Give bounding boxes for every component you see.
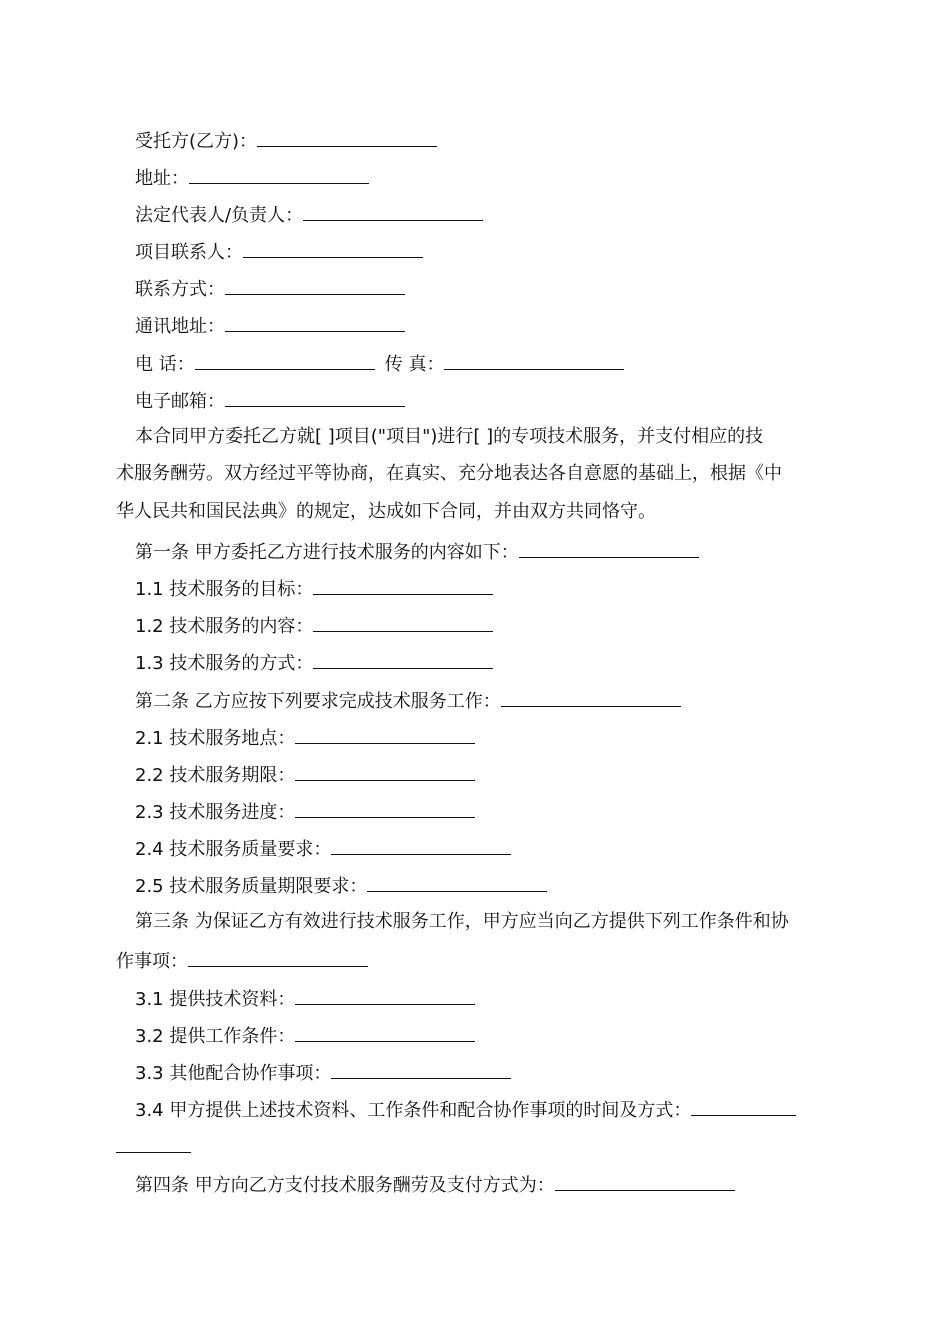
item-2-4-blank[interactable]: [331, 836, 511, 855]
item-2-4-label: 2.4 技术服务质量要求：: [135, 839, 332, 860]
item-2-5-blank[interactable]: [367, 873, 547, 892]
project-contact-label: 项目联系人：: [135, 242, 243, 263]
article-4-blank[interactable]: [555, 1172, 735, 1191]
item-3-2-blank[interactable]: [295, 1023, 475, 1042]
article-1-label: 第一条 甲方委托乙方进行技术服务的内容如下：: [135, 542, 519, 563]
item-3-3-label: 3.3 其他配合协作事项：: [135, 1063, 332, 1084]
contact-method-line: [135, 276, 405, 301]
item-3-1-blank[interactable]: [295, 986, 475, 1005]
article-2-label: 第二条 乙方应按下列要求完成技术服务工作：: [135, 691, 501, 712]
article-2-line: [135, 688, 681, 713]
item-2-1-line: [135, 725, 475, 750]
item-1-3-line: [135, 650, 493, 675]
legal-rep-blank[interactable]: [303, 202, 483, 221]
item-2-5-label: 2.5 技术服务质量期限要求：: [135, 876, 368, 897]
item-3-1-label: 3.1 提供技术资料：: [135, 989, 296, 1010]
legal-rep-line: [135, 202, 483, 227]
mailing-address-label: 通讯地址：: [135, 316, 225, 337]
item-2-3-label: 2.3 技术服务进度：: [135, 802, 296, 823]
article-1-line: [135, 539, 699, 564]
legal-rep-label: 法定代表人/负责人：: [135, 205, 304, 226]
contact-method-blank[interactable]: [225, 276, 405, 295]
preamble-line-3: 华人民共和国民法典》的规定，达成如下合同，并由双方共同恪守。: [116, 501, 656, 522]
fax-label: 传 真：: [384, 354, 445, 375]
item-3-4-blank-a[interactable]: [691, 1097, 796, 1116]
phone-fax-line: [135, 351, 624, 376]
phone-label: 电 话：: [135, 354, 195, 375]
item-3-4-label: 3.4 甲方提供上述技术资料、工作条件和配合协作事项的时间及方式：: [135, 1100, 692, 1121]
article-2-blank[interactable]: [501, 688, 681, 707]
mailing-address-blank[interactable]: [225, 313, 405, 332]
phone-blank[interactable]: [195, 351, 375, 370]
item-3-4-line: [135, 1097, 796, 1122]
mailing-address-line: [135, 313, 405, 338]
item-2-2-line: [135, 762, 475, 787]
trustee-label: 受托方(乙方)：: [135, 131, 258, 152]
item-3-3-blank[interactable]: [331, 1060, 511, 1079]
item-1-3-blank[interactable]: [313, 650, 493, 669]
project-contact-blank[interactable]: [243, 239, 423, 258]
item-2-1-label: 2.1 技术服务地点：: [135, 728, 296, 749]
contact-method-label: 联系方式：: [135, 279, 225, 300]
article-4-line: [135, 1172, 735, 1197]
article-1-blank[interactable]: [519, 539, 699, 558]
article-3-line-1: 第三条 为保证乙方有效进行技术服务工作，甲方应当向乙方提供下列工作条件和协: [135, 911, 789, 932]
item-3-1-line: [135, 986, 475, 1011]
item-1-1-blank[interactable]: [313, 576, 493, 595]
item-3-3-line: [135, 1060, 511, 1085]
address-line: [135, 165, 369, 190]
email-label: 电子邮箱：: [135, 391, 225, 412]
item-1-2-blank[interactable]: [313, 613, 493, 632]
project-contact-line: [135, 239, 423, 264]
article-3-cont-label: 作事项：: [116, 951, 188, 972]
article-3-line-2: [116, 948, 836, 973]
preamble-line-2: 术服务酬劳。双方经过平等协商，在真实、充分地表达各自意愿的基础上，根据《中: [116, 463, 782, 484]
article-3-blank[interactable]: [188, 948, 368, 967]
item-2-2-blank[interactable]: [295, 762, 475, 781]
item-3-4-blank-b[interactable]: [116, 1134, 191, 1153]
trustee-line: [135, 128, 437, 153]
item-3-2-label: 3.2 提供工作条件：: [135, 1026, 296, 1047]
item-1-2-label: 1.2 技术服务的内容：: [135, 616, 314, 637]
address-label: 地址：: [135, 168, 189, 189]
preamble-line-1: 本合同甲方委托乙方就[ ]项目("项目")进行[ ]的专项技术服务，并支付相应的技: [135, 426, 764, 447]
item-1-3-label: 1.3 技术服务的方式：: [135, 653, 314, 674]
fax-blank[interactable]: [444, 351, 624, 370]
email-blank[interactable]: [225, 388, 405, 407]
item-2-3-line: [135, 799, 475, 824]
item-1-2-line: [135, 613, 493, 638]
item-2-5-line: [135, 873, 547, 898]
item-1-1-line: [135, 576, 493, 601]
item-3-4-cont-line: [116, 1134, 191, 1159]
article-4-label: 第四条 甲方向乙方支付技术服务酬劳及支付方式为：: [135, 1175, 555, 1196]
item-1-1-label: 1.1 技术服务的目标：: [135, 579, 314, 600]
item-2-2-label: 2.2 技术服务期限：: [135, 765, 296, 786]
address-blank[interactable]: [189, 165, 369, 184]
trustee-blank[interactable]: [257, 128, 437, 147]
email-line: [135, 388, 405, 413]
item-3-2-line: [135, 1023, 475, 1048]
item-2-1-blank[interactable]: [295, 725, 475, 744]
item-2-3-blank[interactable]: [295, 799, 475, 818]
item-2-4-line: [135, 836, 511, 861]
